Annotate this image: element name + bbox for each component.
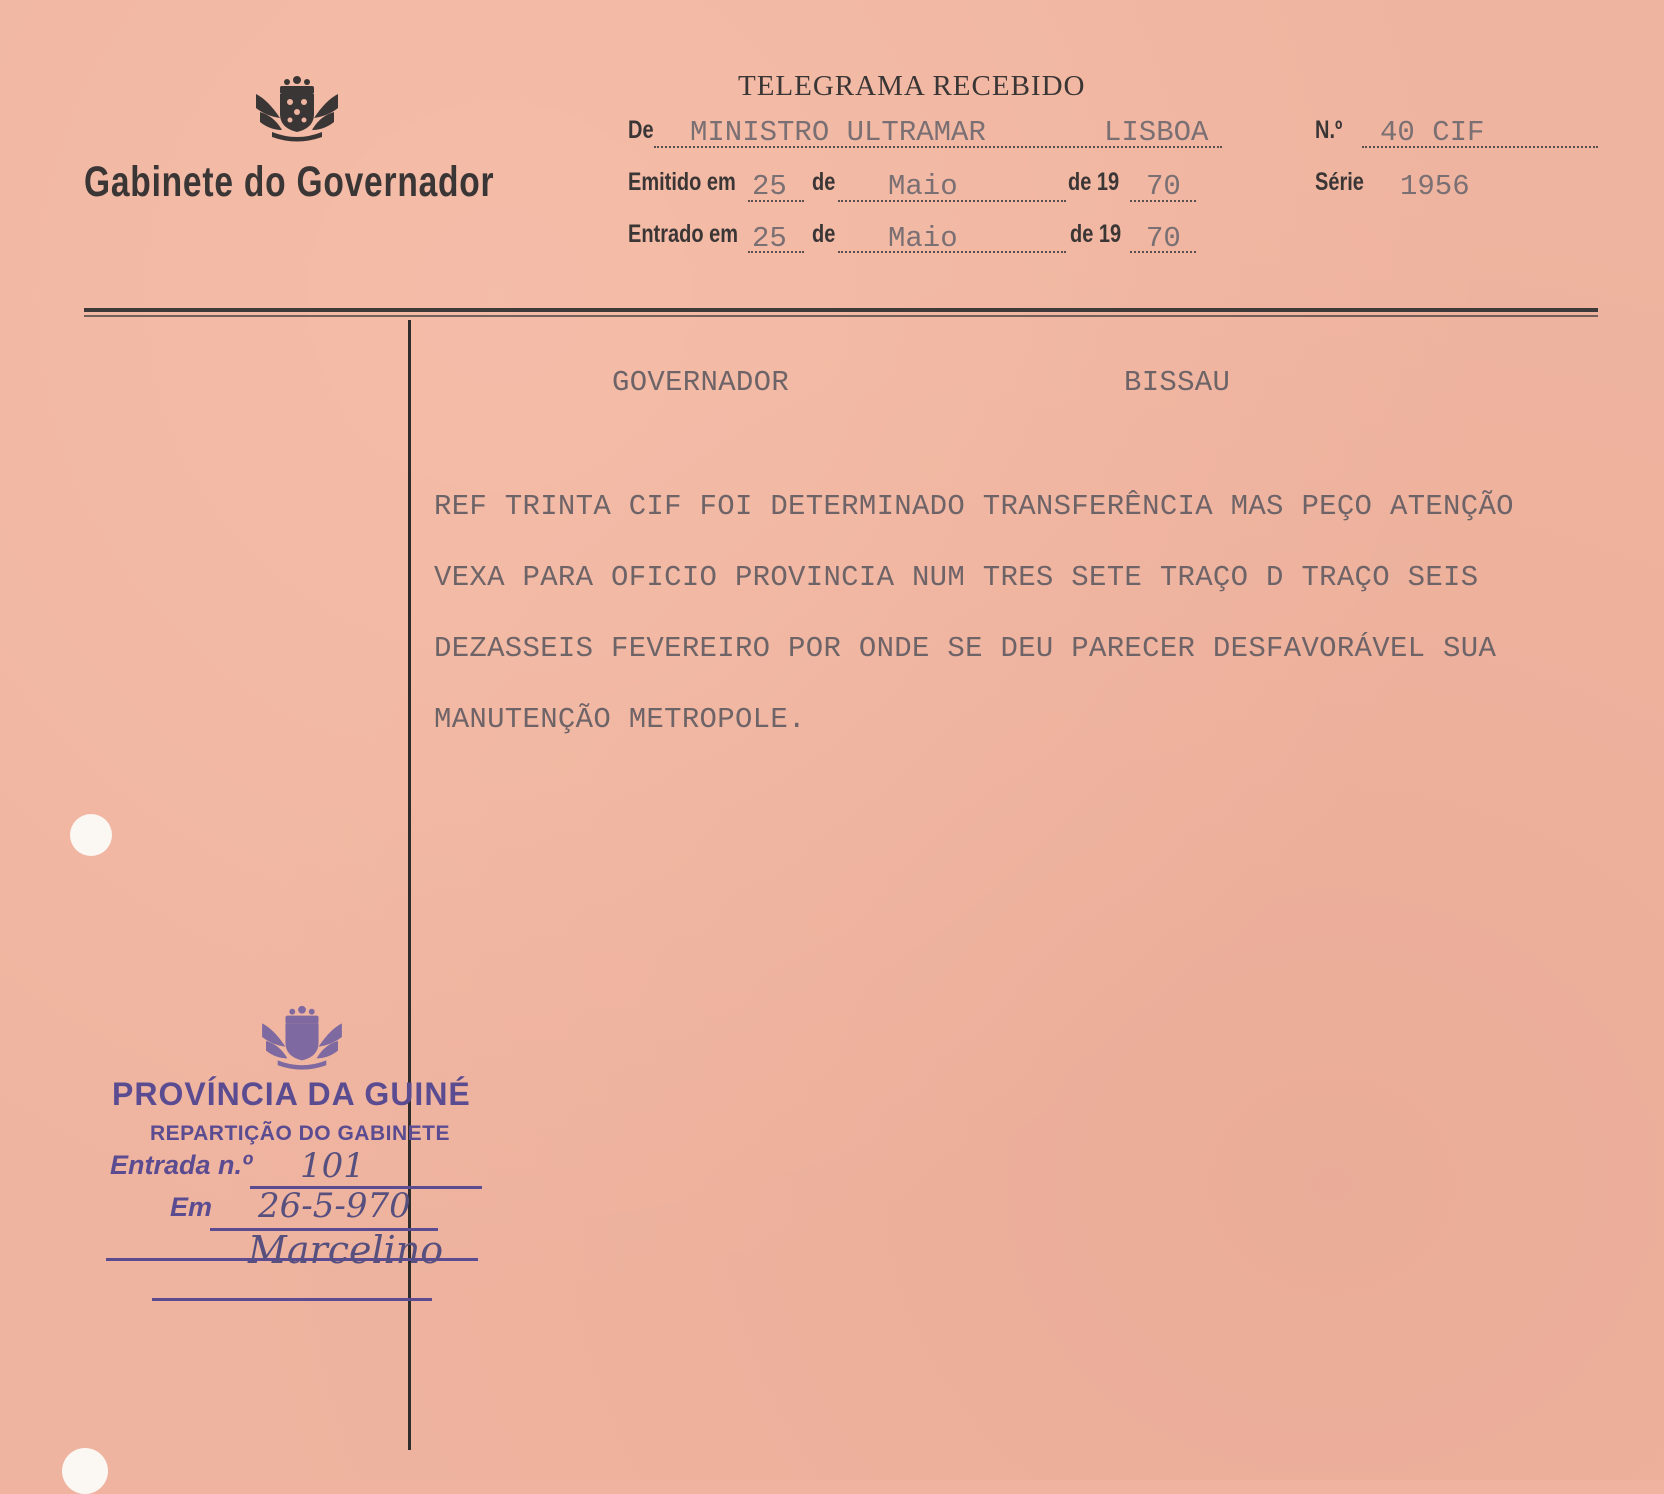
from-city: LISBOA [1104,116,1209,149]
issued-year-label: de 19 [1068,168,1120,196]
office-name: Gabinete do Governador [84,158,495,206]
stamp-entry-label: Entrada n.º [110,1150,252,1180]
received-label: Entrado em [628,220,739,248]
received-year: 70 [1146,222,1181,255]
addressee: GOVERNADOR [612,366,790,399]
issued-label: Emitido em [628,168,736,196]
from-label: De [628,116,654,144]
entry-date-handwritten: 26-5-970 [258,1186,411,1226]
stamp-bottom-line [152,1298,432,1301]
message-line: DEZASSEIS FEVEREIRO POR ONDE SE DEU PARECER DESFAVORÁVEL SUA [434,632,1497,665]
from-value: MINISTRO ULTRAMAR [690,116,986,149]
header-divider-thin [84,315,1598,317]
number-value: 40 CIF [1380,116,1485,149]
issued-day: 25 [752,170,787,203]
punch-hole [70,814,112,856]
series-value: 1956 [1400,170,1470,203]
issued-month: Maio [888,170,958,203]
issued-year: 70 [1146,170,1181,203]
punch-hole [62,1448,108,1494]
received-of-label: de [812,220,836,248]
header-divider [84,308,1598,312]
received-day: 25 [752,222,787,255]
series-label: Série [1315,168,1364,196]
document-title: TELEGRAMA RECEBIDO [738,70,1086,102]
message-line: MANUTENÇÃO METROPOLE. [434,703,806,736]
issued-of-label: de [812,168,836,196]
message-line: VEXA PARA OFICIO PROVINCIA NUM TRES SETE TRAÇO D TRAÇO SEIS [434,561,1479,594]
received-month: Maio [888,222,958,255]
message-line: REF TRINTA CIF FOI DETERMINADO TRANSFERÊNCIA MAS PEÇO ATENÇÃO [434,490,1514,523]
handwritten-signature: Marcelino [248,1228,444,1272]
stamp-province: PROVÍNCIA DA GUINÉ [112,1076,471,1112]
coat-of-arms-emblem [250,72,344,144]
entry-number-handwritten: 101 [300,1146,365,1186]
stamp-crest-emblem [256,1002,348,1072]
stamp-date-label: Em [170,1192,213,1222]
stamp-department: REPARTIÇÃO DO GABINETE [150,1122,450,1145]
margin-divider [408,320,411,1450]
received-year-label: de 19 [1070,220,1122,248]
destination: BISSAU [1124,366,1231,399]
number-label: N.º [1315,116,1343,144]
